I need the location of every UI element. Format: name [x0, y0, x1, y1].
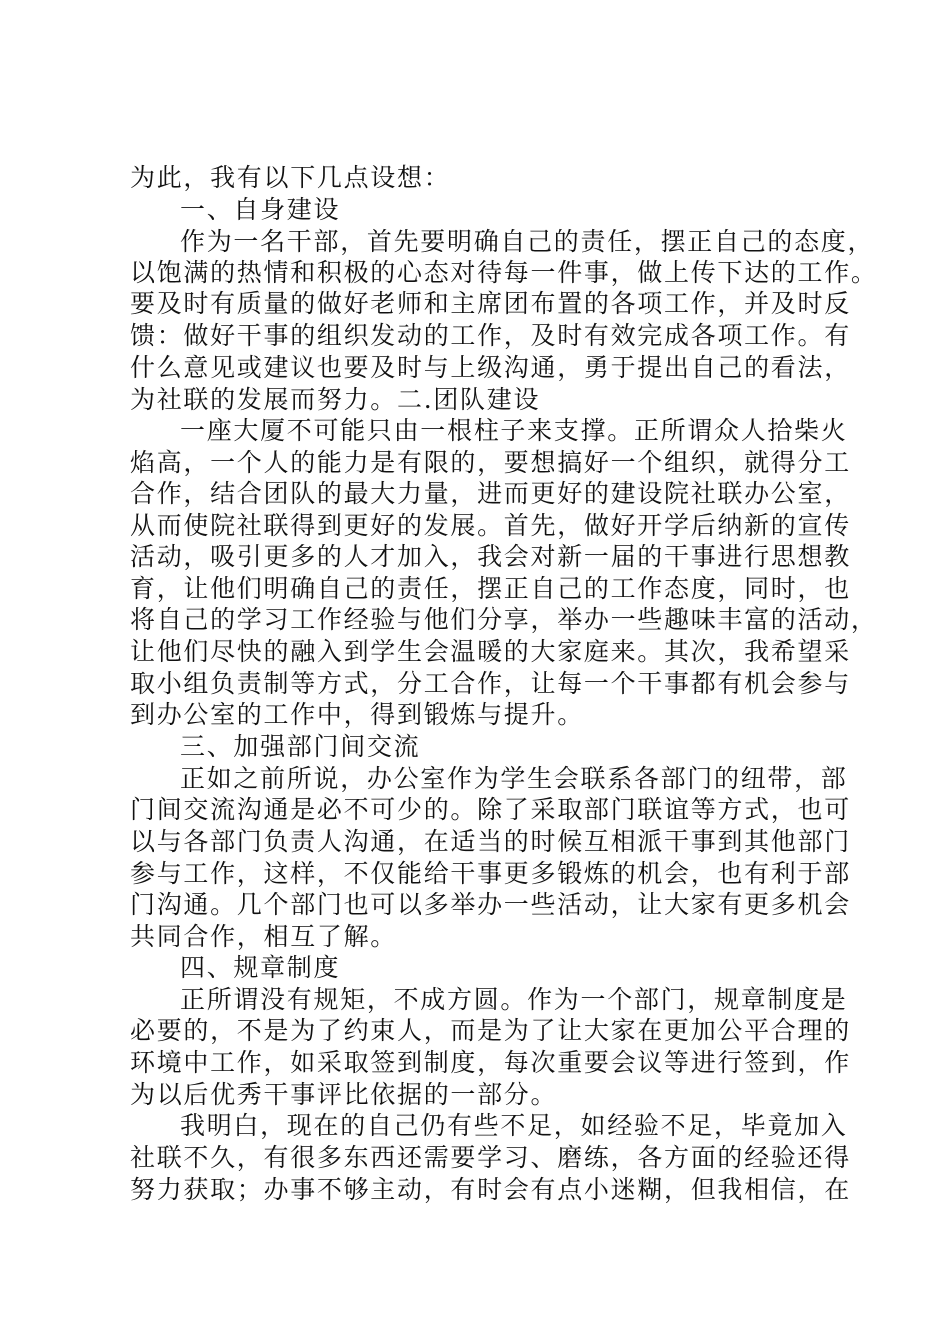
text-line: 一、自身建设: [180, 195, 341, 224]
text-line: 正如之前所说，办公室作为学生会联系各部门的纽带，部: [180, 764, 848, 793]
text-line: 社联不久，有很多东西还需要学习、磨练，各方面的经验还得: [130, 1143, 851, 1172]
text-line: 环境中工作，如采取签到制度，每次重要会议等进行签到，作: [130, 1048, 851, 1077]
text-line: 为社联的发展而努力。二.团队建设: [130, 385, 541, 414]
text-line: 正所谓没有规矩，不成方圆。作为一个部门，规章制度是: [180, 985, 848, 1014]
text-line: 参与工作，这样，不仅能给干事更多锻炼的机会，也有利于部: [130, 859, 851, 888]
text-line: 要及时有质量的做好老师和主席团布置的各项工作，并及时反: [130, 289, 851, 318]
text-line: 活动，吸引更多的人才加入，我会对新一届的干事进行思想教: [130, 542, 851, 571]
text-line: 以饱满的热情和积极的心态对待每一件事，做上传下达的工作。: [130, 258, 878, 287]
text-line: 为以后优秀干事评比依据的一部分。: [130, 1080, 558, 1109]
text-line: 门沟通。几个部门也可以多举办一些活动，让大家有更多机会: [130, 890, 851, 919]
text-line: 育，让他们明确自己的责任，摆正自己的工作态度，同时，也: [130, 574, 851, 603]
text-line: 我明白，现在的自己仍有些不足，如经验不足，毕竟加入: [180, 1111, 848, 1140]
text-line: 让他们尽快的融入到学生会温暖的大家庭来。其次，我希望采: [130, 637, 851, 666]
text-line: 合作，结合团队的最大力量，进而更好的建设院社联办公室，: [130, 479, 851, 508]
text-line: 什么意见或建议也要及时与上级沟通，勇于提出自己的看法，: [130, 353, 851, 382]
text-line: 共同合作，相互了解。: [130, 922, 398, 951]
text-line: 门间交流沟通是必不可少的。除了采取部门联谊等方式，也可: [130, 795, 851, 824]
text-line: 四、规章制度: [180, 953, 341, 982]
text-line: 到办公室的工作中，得到锻炼与提升。: [130, 700, 584, 729]
text-line: 焰高，一个人的能力是有限的，要想搞好一个组织，就得分工: [130, 448, 851, 477]
text-line: 必要的，不是为了约束人，而是为了让大家在更加公平合理的: [130, 1016, 851, 1045]
text-line: 馈：做好干事的组织发动的工作，及时有效完成各项工作。有: [130, 321, 851, 350]
text-line: 取小组负责制等方式，分工合作，让每一个干事都有机会参与: [130, 669, 851, 698]
text-line: 将自己的学习工作经验与他们分享，举办一些趣味丰富的活动，: [130, 605, 878, 634]
text-line: 一座大厦不可能只由一根柱子来支撑。正所谓众人拾柴火: [180, 416, 848, 445]
text-line: 努力获取；办事不够主动，有时会有点小迷糊，但我相信，在: [130, 1175, 851, 1204]
text-line: 三、加强部门间交流: [180, 732, 421, 761]
text-line: 为此，我有以下几点设想：: [130, 163, 451, 192]
text-line: 作为一名干部，首先要明确自己的责任，摆正自己的态度，: [180, 227, 875, 256]
text-line: 以与各部门负责人沟通，在适当的时候互相派干事到其他部门: [130, 827, 851, 856]
text-line: 从而使院社联得到更好的发展。首先，做好开学后纳新的宣传: [130, 511, 851, 540]
